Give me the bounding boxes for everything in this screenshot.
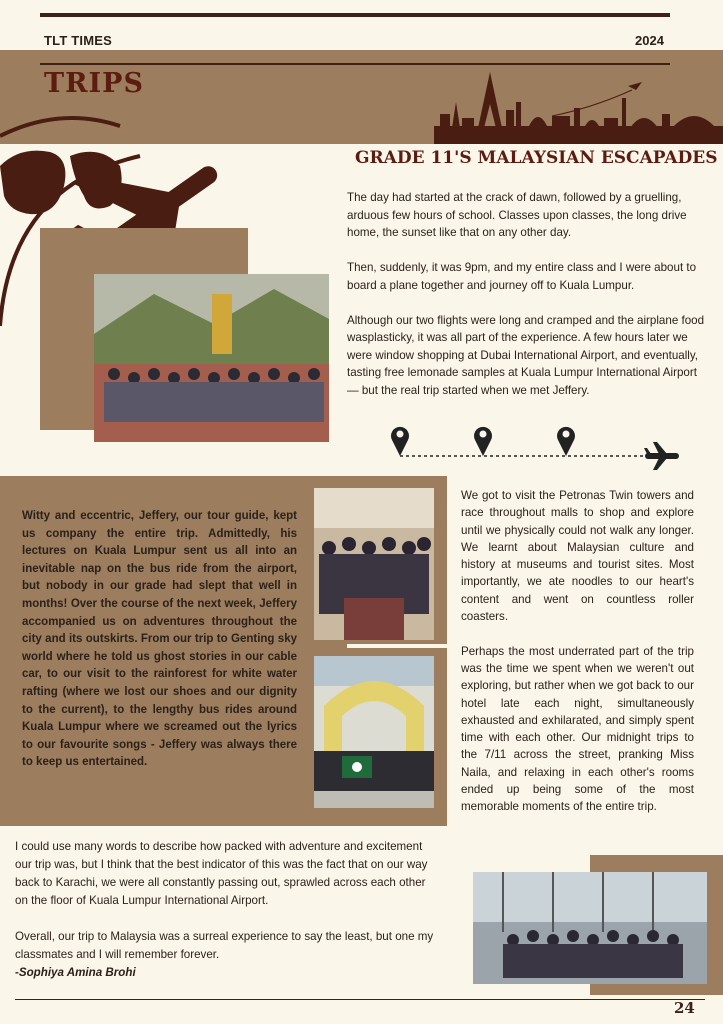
section-title: TRIPS bbox=[44, 68, 144, 99]
group-photo-batu-caves bbox=[94, 274, 329, 442]
closing-paragraph: Overall, our trip to Malaysia was a surreal experience to say the least, but one my classmates and I will remember forever. bbox=[15, 930, 434, 961]
intro-column bbox=[347, 189, 709, 417]
closing-column bbox=[15, 838, 441, 982]
page-number: 24 bbox=[674, 999, 695, 1017]
article-headline: GRADE 11'S MALAYSIAN ESCAPADES bbox=[355, 148, 718, 168]
group-photo-airport bbox=[473, 872, 707, 984]
intro-paragraph: The day had started at the crack of dawn, followed by a gruelling, arduous few hours of school. Classes upon classes, the long drive home, the sunset like that on any other day. bbox=[347, 191, 687, 239]
travel-route-icon bbox=[385, 420, 685, 470]
top-rule bbox=[40, 13, 670, 17]
main-column bbox=[461, 487, 694, 833]
closing-paragraph: I could use many words to describe how packed with adventure and excitement our trip was, but I think that the best indicator of this was the fact that on our way back to Karachi, we were all constantly passing out, sprawled across each other on the floor of Kuala Lumpur International Airport. bbox=[15, 840, 428, 907]
jeffery-paragraph: Witty and eccentric, Jeffery, our tour guide, kept us company the entire trip. Admittedly, his lectures on Kuala Lumpur sent us all into an inevitable nap on the bus ride from the airport, but nobody in our grade had slept that well in months! Over the course of the next week, Jeffery accompanied us on adventures throughout the city and its outskirts. From our trip to Genting sky world where he told us ghost stories in our cable car, to our visit to the rainforest for white water rafting (where we lost our shoes and our dignity to the current), to the lengthy bus rides around Kuala Lumpur where we screamed out the lyrics to our favourite songs - Jeffery was always there to keep us entertained. bbox=[22, 510, 297, 769]
author-signature: -Sophiya Amina Brohi bbox=[15, 966, 136, 979]
bottom-rule bbox=[15, 999, 705, 1000]
intro-paragraph: Although our two flights were long and cramped and the airplane food wasplasticky, it was all part of the experience. A few hours later we were window shopping at Dubai International Airport, and eventually, tasting free lemonade samples at Kuala Lumpur International Airport — but the real trip started when we met Jeffery. bbox=[347, 313, 705, 397]
body-paragraph: Perhaps the most underrated part of the trip was the time we spent when we weren't out exploring, but rather when we got back to our hotel late each night, simultaneously exhausted and exhilarated, and simply spent time with each other. Our midnight trips to the 7/11 across the street, pranking Miss Naila, and relaxing in each other's rooms ended up being some of the most memorable moments of the entire trip. bbox=[461, 644, 694, 814]
group-photo-hotel bbox=[314, 488, 434, 640]
issue-year: 2024 bbox=[635, 33, 664, 48]
group-photo-arch bbox=[314, 656, 434, 808]
publication-name: TLT TIMES bbox=[44, 33, 112, 48]
band-rule bbox=[40, 63, 670, 65]
body-paragraph: We got to visit the Petronas Twin towers and race throughout malls to shop and explore until we physically could not walk any longer. We learnt about Malaysian culture and history at museums and tourist sites. Most importantly, we ate noodles to our heart's content and went on countless roller coasters. bbox=[461, 489, 694, 624]
intro-paragraph: Then, suddenly, it was 9pm, and my entire class and I were about to board a plane together and journey off to Kuala Lumpur. bbox=[347, 261, 697, 292]
city-skyline-icon bbox=[432, 68, 723, 144]
